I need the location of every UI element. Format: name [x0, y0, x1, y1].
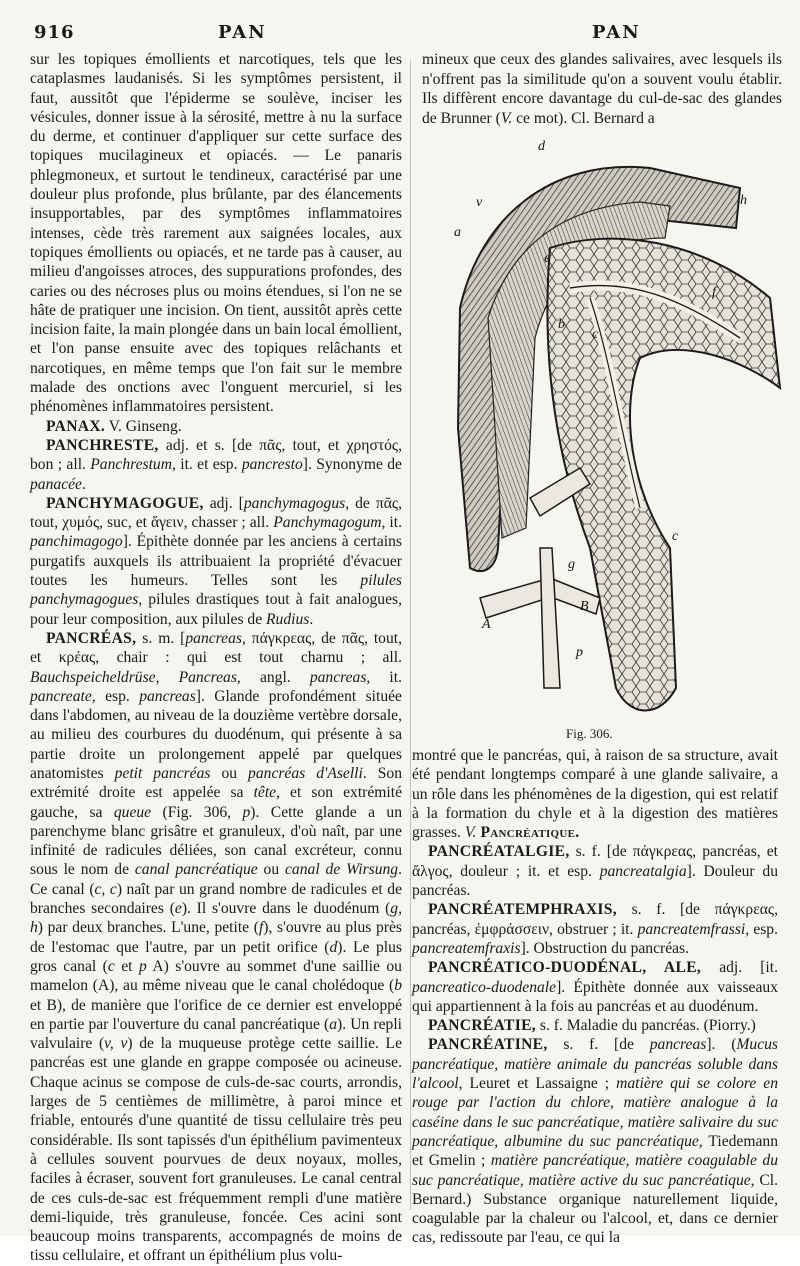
- headword-pancreatemphraxis: PANCRÉATEMPHRAXIS,: [428, 901, 617, 919]
- running-head-right: PAN: [592, 22, 641, 43]
- page-header: [0, 22, 800, 52]
- figure-label-B: B: [580, 599, 589, 614]
- entry-panchymagogue: PANCHYMAGOGUE, adj. [panchymagogus, de πᾶς, tout, χυμός, suc, et ἄγειν, chasser ; all. Panchymagogum, it. panchimagogo]. Épithète donnée par les anciens à certains purgatifs auxquels ils attribuaient la propriété d'évacuer toutes les humeurs. Telles sont les pilules panchymagogues, pilules drastiques tout à fait analogues, pour leur composition, aux pilules de Rudius.: [30, 494, 402, 628]
- figure-label-c-2: c: [672, 529, 679, 544]
- figure-label-e: e: [544, 251, 551, 266]
- headword-pancreas: PANCRÉAS,: [46, 629, 137, 647]
- entry-pancreatine: PANCRÉATINE, s. f. [de pancreas]. (Mucus pancréatique, matière animale du pancréas soluble dans l'alcool, Leuret et Lassaigne ; matière qui se colore en rouge par l'action du chlore, matière analogue à la caséine dans le suc pancréatique, matière salivaire du suc pancréatique, albumine du suc pancréatique, Tiedemann et Gmelin ; matière pancréatique, matière coagulable du suc pancréatique, matière active du suc pancréatique, Cl. Bernard.) Substance organique naturellement liquide, coagulable par la chaleur ou l'alcool, et, dans ce dernier cas, redissoute par l'eau, ce qui la: [412, 1036, 778, 1247]
- figure-306-pancreas-illustration: [440, 128, 786, 724]
- vessel-stem: [540, 548, 560, 688]
- entry-pancreatemphraxis: PANCRÉATEMPHRAXIS, s. f. [de πάγκρεας, pancréas, ἐμφράσσειν, obstruer ; it. pancreatemfrassi, esp. pancreatemfraxis]. Obstruction du pancréas.: [412, 901, 779, 957]
- right-column-bottom: [412, 746, 778, 1248]
- figure-label-h: h: [740, 193, 747, 208]
- entry-pancreatico-duodenal: PANCRÉATICO-DUODÉNAL, ALE, adj. [it. pancreatico-duodenale]. Épithète donnée aux vaisseaux qui appartiennent à la fois au pancréas et au duodénum.: [412, 959, 778, 1015]
- panaris-continuation: sur les topiques émollients et narcotiques, tels que les cataplasmes laudanisés. Si les symptômes persistent, il faut, aussitôt que l'épiderme se soulève, inciser les vésicules, donner issue à la sérosité, mettre à nu la surface du derme, et continuer d'appliquer sur cette surface des topiques mucilagineux et opiacés. — Le panaris phlegmoneux, et surtout le tendineux, caractérisé par une douleur plus profonde, plus brûlante, par des élancements insupportables, par des symptômes inflammatoires intenses, cède très rarement aux saignées locales, aux topiques émollients ou opiacés, et ne tarde pas à causer, au milieu d'angoisses atroces, des suppurations profondes, des caries ou des nécroses plus ou moins étendues, si l'on ne se hâte de pratiquer une incision. On tient, aussitôt après cette incision faite, la main plongée dans un bain local émollient, et l'on panse ensuite avec des topiques relâchants et narcotiques, en même temps que l'on fait sur le membre malade des onctions avec l'onguent mercuriel, si les phénomènes inflammatoires persistent.: [30, 51, 402, 416]
- figure-label-b: b: [558, 317, 565, 332]
- figure-label-c-1: c: [592, 327, 599, 342]
- entry-pancreas: PANCRÉAS, s. m. [pancreas, πάγκρεας, de πᾶς, tout, et κρέας, chair : qui est tout charnu ; all. Bauchspeicheldrüse, Pancreas, angl. pancreas, it. pancreate, esp. pancreas]. Glande profondément située dans l'abdomen, au niveau de la douzième vertèbre dorsale, au milieu des courbures du duodénum, qui présente à sa partie droite un prolongement appelé par quelques anatomistes petit pancréas ou pancréas d'Aselli. Son extrémité droite est appelée sa tête, et son extrémité gauche, sa queue (Fig. 306, p). Cette glande a un parenchyme blanc grisâtre et granuleux, d'où naît, par une infinité de radicules déliées, son canal excréteur, connu sous le nom de canal pancréatique ou canal de Wirsung. Ce canal (c, c) naît par un grand nombre de radicules et de branches secondaires (e). Il s'ouvre dans le duodénum (g, h) par deux branches. L'une, petite (f), s'ouvre au plus près de l'estomac que l'autre, par un petit orifice (d). Le plus gros canal (c et p A) s'ouvre au sommet d'une saillie ou mamelon (A), au même niveau que le canal cholédoque (b et B), de manière que l'orifice de ce dernier est enveloppé en partie par l'ouverture du canal pancréatique (a). Un repli valvulaire (v, v) de la muqueuse protège cette saillie. Le pancréas est une glande en grappe composée ou acineuse. Chaque acinus se compose de culs-de-sac courts, arrondis, larges de 5 centièmes de millimètre, à paroi mince et friable, entourés d'une quantité de tissu cellulaire très peu considérable. Ils sont tapissés d'un épithélium pavimenteux à cellules souvent pourvues de deux noyaux, molles, faciles à écraser, souvent fort granuleuses. Le canal central de ces culs-de-sac est fréquemment rempli d'une matière demi-liquide, très granuleuse, foncée. Ces acini sont beaucoup moins transparents, accompagnés de moins de tissu cellulaire, et offrant un épithélium plus volu-: [30, 629, 403, 1265]
- figure-label-a: a: [454, 225, 461, 240]
- entry-panchreste: PANCHRESTE, adj. et s. [de πᾶς, tout, et χρηστός, bon ; all. Panchrestum, it. et esp. pancresto]. Synonyme de panacée.: [30, 436, 402, 493]
- headword-panax: PANAX.: [46, 417, 106, 435]
- entry-pancreatie: PANCRÉATIE, s. f. Maladie du pancréas. (Piorry.): [428, 1017, 756, 1035]
- column-gutter: [410, 60, 411, 1210]
- figure-label-v: v: [476, 195, 483, 210]
- page-number: 916: [34, 22, 75, 43]
- pancreas-conclusion: montré que le pancréas, qui, à raison de sa structure, avait été pendant longtemps comparé à une glande salivaire, a un rôle dans les phénomènes de la digestion, qui est relatif à la formation du chyle et à la digestion des matières grasses. V. Pancréatique.: [412, 747, 778, 842]
- entry-pancreatalgie: PANCRÉATALGIE, s. f. [de πάγκρεας, pancréas, et ἄλγος, douleur ; it. et esp. pancreatalgia]. Douleur du pancréas.: [412, 843, 778, 900]
- figure-label-g: g: [568, 557, 575, 572]
- headword-pancreatalgie: PANCRÉATALGIE,: [428, 843, 570, 861]
- headword-pancreatine: PANCRÉATINE,: [428, 1036, 548, 1054]
- figure-label-d: d: [538, 139, 545, 154]
- pancreas-engraving: [440, 128, 786, 724]
- running-head-left: PAN: [218, 22, 267, 43]
- figure-label-A: A: [482, 617, 491, 632]
- entry-panax: PANAX. V. Ginseng.: [46, 417, 182, 435]
- headword-pancreatico-duodenal: PANCRÉATICO-DUODÉNAL, ALE,: [428, 959, 702, 977]
- figure-label-f: f: [712, 285, 716, 300]
- pancreas-continuation: mineux que ceux des glandes salivaires, avec lesquels ils n'offrent pas la similitude qu'on a souvent voulu établir. Ils diffèrent encore davantage du cul-de-sac des glandes de Brunner (V. ce mot). Cl. Bernard a: [422, 51, 782, 127]
- figure-caption: Fig. 306.: [566, 726, 613, 741]
- right-column-top: [422, 50, 782, 128]
- headword-panchymagogue: PANCHYMAGOGUE,: [46, 494, 204, 512]
- left-column: [30, 50, 402, 1266]
- headword-panchreste: PANCHRESTE,: [46, 436, 159, 454]
- figure-label-p: p: [576, 645, 583, 660]
- headword-pancreatie: PANCRÉATIE,: [428, 1017, 536, 1035]
